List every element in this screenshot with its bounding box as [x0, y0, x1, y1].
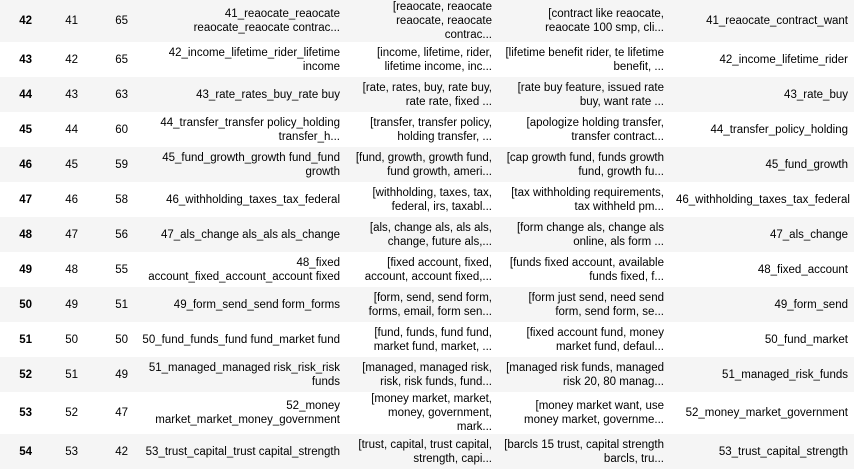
- representative-docs-cell: [fixed account fund, money market fund, defaul...: [498, 322, 670, 357]
- count-cell: 63: [84, 77, 134, 112]
- count-cell: 58: [84, 182, 134, 217]
- representative-docs-cell: [apologize holding transfer, transfer contract...: [498, 112, 670, 147]
- table-row: [0, 357, 854, 392]
- table-row: [0, 287, 854, 322]
- table-row: [0, 252, 854, 287]
- row-index-cell: 47: [0, 182, 38, 217]
- table-row: [0, 77, 854, 112]
- representative-docs-cell: [tax withholding requirements, tax withheld pm...: [498, 182, 670, 217]
- name-cell: 48_fixed account_fixed_account_account fixed: [134, 252, 346, 287]
- row-index-cell: 54: [0, 434, 38, 469]
- representative-docs-cell: [lifetime benefit rider, te lifetime benefit, ...: [498, 42, 670, 77]
- representation-cell: [managed, managed risk, risk, risk funds, fund...: [346, 357, 498, 392]
- representation-cell: [transfer, transfer policy, holding transfer, ...: [346, 112, 498, 147]
- topic-cell: 49: [38, 287, 84, 322]
- representative-docs-cell: [managed risk funds, managed risk 20, 80 manag...: [498, 357, 670, 392]
- representative-docs-cell: [form just send, need send form, send form, se...: [498, 287, 670, 322]
- custom-name-cell: 52_money_market_government: [670, 392, 854, 434]
- topic-cell: 50: [38, 322, 84, 357]
- name-cell: 43_rate_rates_buy_rate buy: [134, 77, 346, 112]
- custom-name-cell: 53_trust_capital_strength: [670, 434, 854, 469]
- count-cell: 55: [84, 252, 134, 287]
- topic-cell: 47: [38, 217, 84, 252]
- custom-name-cell: 51_managed_risk_funds: [670, 357, 854, 392]
- representative-docs-cell: [rate buy feature, issued rate buy, want rate ...: [498, 77, 670, 112]
- custom-name-cell: 42_income_lifetime_rider: [670, 42, 854, 77]
- representation-cell: [income, lifetime, rider, lifetime income, inc...: [346, 42, 498, 77]
- table-row: [0, 322, 854, 357]
- table-row: [0, 0, 854, 42]
- count-cell: 47: [84, 392, 134, 434]
- table-row: [0, 147, 854, 182]
- name-cell: 45_fund_growth_growth fund_fund growth: [134, 147, 346, 182]
- count-cell: 50: [84, 322, 134, 357]
- row-index-cell: 45: [0, 112, 38, 147]
- representative-docs-cell: [barcls 15 trust, capital strength barcls, tru...: [498, 434, 670, 469]
- table-row: [0, 217, 854, 252]
- count-cell: 60: [84, 112, 134, 147]
- representation-cell: [fund, funds, fund fund, market fund, market, ...: [346, 322, 498, 357]
- custom-name-cell: 48_fixed_account: [670, 252, 854, 287]
- count-cell: 65: [84, 0, 134, 42]
- count-cell: 49: [84, 357, 134, 392]
- custom-name-cell: 47_als_change: [670, 217, 854, 252]
- row-index-cell: 44: [0, 77, 38, 112]
- topic-cell: 53: [38, 434, 84, 469]
- name-cell: 52_money market_market_money_government: [134, 392, 346, 434]
- topic-cell: 41: [38, 0, 84, 42]
- row-index-cell: 52: [0, 357, 38, 392]
- topic-cell: 45: [38, 147, 84, 182]
- custom-name-cell: 45_fund_growth: [670, 147, 854, 182]
- table-row: [0, 392, 854, 434]
- topic-cell: 48: [38, 252, 84, 287]
- row-index-cell: 43: [0, 42, 38, 77]
- table-row: [0, 42, 854, 77]
- custom-name-cell: 46_withholding_taxes_tax_federal: [670, 182, 854, 217]
- name-cell: 49_form_send_send form_forms: [134, 287, 346, 322]
- representation-cell: [fixed account, fixed, account, account fixed,...: [346, 252, 498, 287]
- representation-cell: [trust, capital, trust capital, strength, capi...: [346, 434, 498, 469]
- representative-docs-cell: [cap growth fund, funds growth fund, growth fu...: [498, 147, 670, 182]
- name-cell: 41_reaocate_reaocate reaocate_reaocate contrac...: [134, 0, 346, 42]
- topic-cell: 51: [38, 357, 84, 392]
- topic-cell: 46: [38, 182, 84, 217]
- name-cell: 44_transfer_transfer policy_holding transfer_h...: [134, 112, 346, 147]
- representative-docs-cell: [funds fixed account, available funds fixed, f...: [498, 252, 670, 287]
- name-cell: 51_managed_managed risk_risk_risk funds: [134, 357, 346, 392]
- representative-docs-cell: [money market want, use money market, governme...: [498, 392, 670, 434]
- representation-cell: [money market, market, money, government, mark...: [346, 392, 498, 434]
- row-index-cell: 46: [0, 147, 38, 182]
- row-index-cell: 42: [0, 0, 38, 42]
- table-row: [0, 182, 854, 217]
- topic-cell: 52: [38, 392, 84, 434]
- name-cell: 50_fund_funds_fund fund_market fund: [134, 322, 346, 357]
- row-index-cell: 49: [0, 252, 38, 287]
- topic-cell: 44: [38, 112, 84, 147]
- row-index-cell: 48: [0, 217, 38, 252]
- topic-cell: 43: [38, 77, 84, 112]
- table-row: [0, 112, 854, 147]
- table-row: [0, 434, 854, 469]
- representation-cell: [rate, rates, buy, rate buy, rate rate, fixed ...: [346, 77, 498, 112]
- name-cell: 42_income_lifetime_rider_lifetime income: [134, 42, 346, 77]
- custom-name-cell: 50_fund_market: [670, 322, 854, 357]
- representation-cell: [reaocate, reaocate reaocate, reaocate contrac...: [346, 0, 498, 42]
- custom-name-cell: 44_transfer_policy_holding: [670, 112, 854, 147]
- representative-docs-cell: [contract like reaocate, reaocate 100 smp, cli...: [498, 0, 670, 42]
- count-cell: 56: [84, 217, 134, 252]
- name-cell: 46_withholding_taxes_tax_federal: [134, 182, 346, 217]
- row-index-cell: 51: [0, 322, 38, 357]
- count-cell: 51: [84, 287, 134, 322]
- representative-docs-cell: [form change als, change als online, als form ...: [498, 217, 670, 252]
- custom-name-cell: 43_rate_buy: [670, 77, 854, 112]
- representation-cell: [als, change als, als als, change, future als,...: [346, 217, 498, 252]
- count-cell: 59: [84, 147, 134, 182]
- representation-cell: [withholding, taxes, tax, federal, irs, taxabl...: [346, 182, 498, 217]
- name-cell: 53_trust_capital_trust capital_strength: [134, 434, 346, 469]
- count-cell: 42: [84, 434, 134, 469]
- representation-cell: [form, send, send form, forms, email, form sen...: [346, 287, 498, 322]
- row-index-cell: 50: [0, 287, 38, 322]
- custom-name-cell: 41_reaocate_contract_want: [670, 0, 854, 42]
- representation-cell: [fund, growth, growth fund, fund growth, ameri...: [346, 147, 498, 182]
- row-index-cell: 53: [0, 392, 38, 434]
- name-cell: 47_als_change als_als als_change: [134, 217, 346, 252]
- count-cell: 65: [84, 42, 134, 77]
- custom-name-cell: 49_form_send: [670, 287, 854, 322]
- topic-cell: 42: [38, 42, 84, 77]
